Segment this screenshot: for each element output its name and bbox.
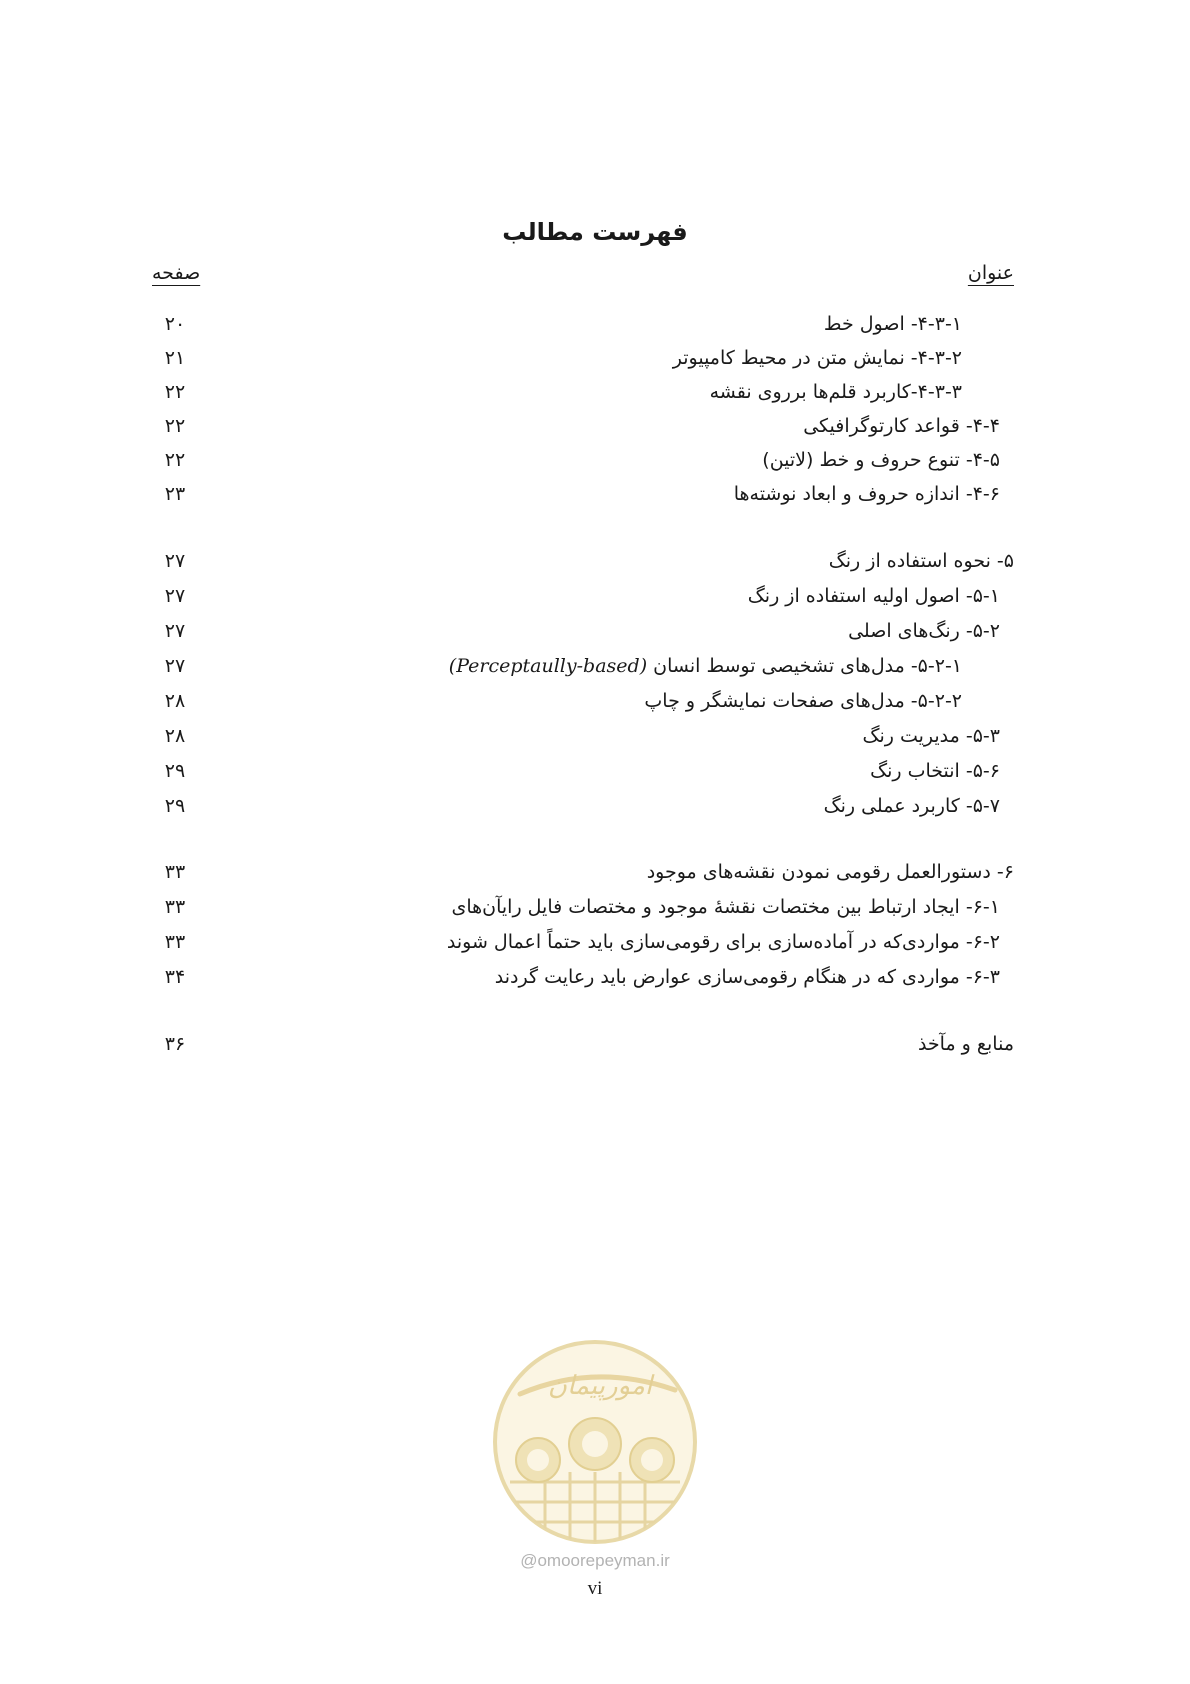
toc-entry-label: ۶- دستورالعمل رقومی نمودن نقشه‌های موجود xyxy=(646,861,1014,883)
toc-entry xyxy=(0,550,1190,580)
toc-entry-page: ۲۷ xyxy=(164,585,186,607)
logo-wordmark: امورپیمان xyxy=(547,1371,653,1401)
toc-entry-latin-term: (Perceptaully-based) xyxy=(448,655,648,677)
page-number: vi xyxy=(587,1578,603,1599)
toc-entry-label: ۶-۳- مواردی که در هنگام رقومی‌سازی عوارض باید رعایت گردند xyxy=(494,966,1000,988)
toc-entry-page: ۲۲ xyxy=(164,415,186,437)
toc-entry-page: ۲۹ xyxy=(164,760,186,782)
toc-entry-label: ۶-۱- ایجاد ارتباط بین مختصات نقشهٔ موجود و مختصات فایل رایآن‌های xyxy=(451,896,1000,918)
toc-entry xyxy=(0,655,1190,685)
toc-entry xyxy=(0,1033,1190,1063)
toc-entry xyxy=(0,449,1190,479)
toc-entry-label: ۵-۳- مدیریت رنگ xyxy=(862,725,1000,747)
toc-entry xyxy=(0,861,1190,891)
toc-entry-label: ۵- نحوه استفاده از رنگ xyxy=(828,550,1014,572)
toc-entry xyxy=(0,313,1190,343)
toc-entry-label: ۵-۱- اصول اولیه استفاده از رنگ xyxy=(747,585,1000,607)
toc-entry-label: ۵-۶- انتخاب رنگ xyxy=(870,760,1000,782)
toc-entry-label: ۵-۲- رنگ‌های اصلی xyxy=(848,620,1000,642)
page-title: فهرست مطالب xyxy=(502,218,688,246)
toc-entry-page: ۳۳ xyxy=(164,896,186,918)
toc-entry-page: ۳۳ xyxy=(164,861,186,883)
toc-entry xyxy=(0,620,1190,650)
toc-entry-page: ۳۴ xyxy=(164,966,186,988)
toc-entry xyxy=(0,931,1190,961)
toc-entry-page: ۲۱ xyxy=(164,347,186,369)
toc-entry-page: ۳۳ xyxy=(164,931,186,953)
toc-entry-label-text: ۵-۲-۱- مدل‌های تشخیصی توسط انسان xyxy=(653,655,962,677)
toc-entry xyxy=(0,725,1190,755)
toc-entry-label: منابع و مآخذ xyxy=(917,1033,1014,1055)
toc-entry-page: ۲۲ xyxy=(164,449,186,471)
toc-entry-page: ۲۳ xyxy=(164,483,186,505)
toc-entry-label: ۴-۳-۳-کاربرد قلم‌ها برروی نقشه xyxy=(709,381,962,403)
toc-entry xyxy=(0,760,1190,790)
toc-entry xyxy=(0,347,1190,377)
toc-entry-label xyxy=(449,655,962,677)
toc-entry-page: ۳۶ xyxy=(164,1033,186,1055)
toc-entry xyxy=(0,690,1190,720)
toc-entry-label: ۴-۳-۲- نمایش متن در محیط کامپیوتر xyxy=(672,347,962,369)
toc-entry xyxy=(0,415,1190,445)
title-column-header: عنوان xyxy=(967,262,1014,284)
toc-entry xyxy=(0,966,1190,996)
toc-entry-label: ۴-۳-۱- اصول خط xyxy=(823,313,962,335)
watermark-url: @omoorepeyman.ir xyxy=(520,1551,670,1570)
toc-entry-page: ۲۲ xyxy=(164,381,186,403)
toc-entry-label: ۵-۷- کاربرد عملی رنگ xyxy=(823,795,1000,817)
page-column-header: صفحه xyxy=(152,262,201,284)
toc-entry-label: ۴-۶- اندازه حروف و ابعاد نوشته‌ها xyxy=(733,483,1000,505)
toc-entry-label: ۶-۲- مواردی‌که در آماده‌سازی برای رقومی‌سازی باید حتماً اعمال شوند xyxy=(446,931,1000,953)
toc-entry-page: ۲۷ xyxy=(164,655,186,677)
toc-entry-page: ۲۰ xyxy=(164,313,186,335)
toc-entry xyxy=(0,795,1190,825)
toc-entry-label: ۵-۲-۲- مدل‌های صفحات نمایشگر و چاپ xyxy=(644,690,962,712)
toc-entry-page: ۲۹ xyxy=(164,795,186,817)
toc-entry-page: ۲۷ xyxy=(164,550,186,572)
publisher-logo xyxy=(490,1332,700,1552)
toc-entry xyxy=(0,585,1190,615)
toc-entry-label: ۴-۵- تنوع حروف و خط (لاتین) xyxy=(762,449,1000,471)
toc-entry-page: ۲۸ xyxy=(164,725,186,747)
toc-entry xyxy=(0,483,1190,513)
toc-entry-page: ۲۸ xyxy=(164,690,186,712)
toc-entry xyxy=(0,381,1190,411)
toc-entry-label: ۴-۴- قواعد کارتوگرافیکی xyxy=(803,415,1000,437)
toc-entry xyxy=(0,896,1190,926)
toc-entry-page: ۲۷ xyxy=(164,620,186,642)
